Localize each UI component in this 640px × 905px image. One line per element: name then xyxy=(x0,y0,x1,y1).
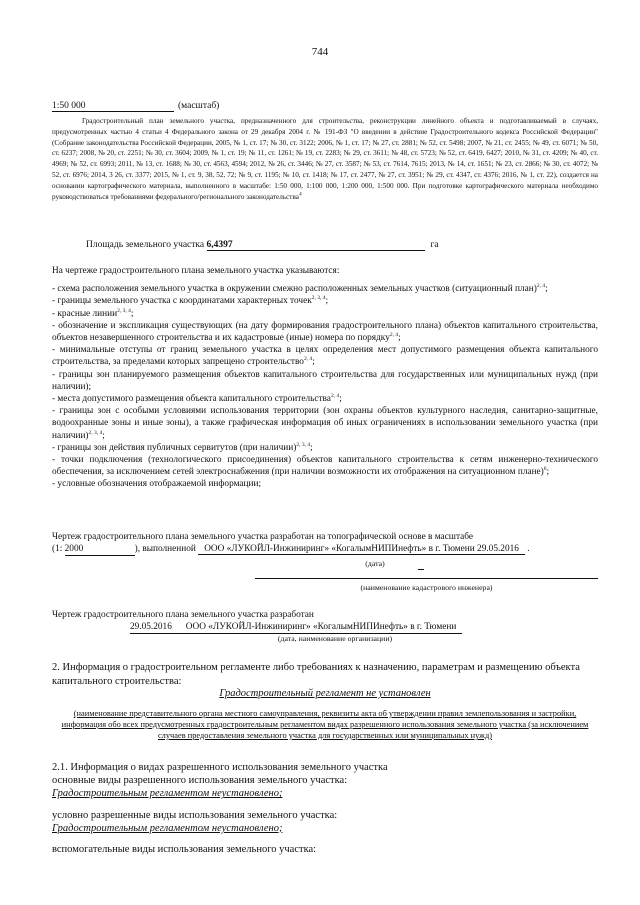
list-item: - схема расположения земельного участка в окружении смежно расположенных земельных участков (ситуационный план)$^{2, 4}$; xyxy=(52,283,548,295)
section-2 xyxy=(52,661,598,688)
area-label: Площадь земельного участка xyxy=(86,240,205,250)
topographic-basis xyxy=(52,531,598,556)
drawn-org: ООО «ЛУКОЙЛ-Инжиниринг» «КогалымНИПИнефть» в г. Тюмени xyxy=(185,622,457,633)
section-2-1 xyxy=(52,761,598,856)
page-number: 744 xyxy=(311,46,329,58)
engineer-signature-line xyxy=(255,578,598,579)
list-item: - границы зон действия публичных сервитутов (при наличии)$^{2, 3, 4}$; xyxy=(52,441,313,453)
scale-label: (масштаб) xyxy=(178,101,220,111)
conditional-use-value: Градостроительным регламентом неустановлено; xyxy=(52,822,283,834)
drawn-date: 29.05.2016 xyxy=(130,622,172,633)
caption-date: (дата) xyxy=(365,559,385,568)
list-item: - границы зон планируемого размещения объектов капитального строительства для государственных или муниципальных нужд (при наличии); xyxy=(52,369,598,392)
conditional-use-label: условно разрешенные виды использования земельного участка: xyxy=(52,809,338,821)
section-2-1-heading: 2.1. Информация о видах разрешенного использования земельного участка xyxy=(52,762,388,773)
list-item: - красные линии$^{2, 3, 4}$; xyxy=(52,307,134,319)
scale-note-sup: 4 xyxy=(298,191,302,198)
scale-value: 1:50 000 xyxy=(52,101,174,112)
scale-line xyxy=(52,101,219,112)
basic-use-label: основные виды разрешенного использования земельного участка: xyxy=(52,775,348,787)
list-item: - места допустимого размещения объекта капитального строительства$^{2, 4}$; xyxy=(52,392,342,405)
list-item: - минимальные отступы от границ земельного участка в целях определения мест допустимого размещения объекта капитального строительства, за пределами которых запрещено строительство$^{2, 4}$; xyxy=(52,345,598,368)
list-intro: На чертеже градостроительного плана земельного участка указываются: xyxy=(52,266,340,276)
topo-line2: (1: 2000 ), выполненной ООО «ЛУКОЙЛ-Инжиниринг» «КогалымНИПИнефть» в г. Тюмени 29.05.2016 . xyxy=(52,543,598,556)
drawing-contents-list xyxy=(52,265,598,491)
dash-mark xyxy=(418,569,424,570)
list-item: - точки подключения (технологического присоединения) объектов капитального строительства к сетям инженерно-технического обеспечения, за исключением сетей электроснабжения (при наличии возможности их отображения на ситуационном плане)$^6$; xyxy=(52,455,598,478)
area-value: 6,4397 xyxy=(207,240,425,251)
list-item: - границы зон с особыми условиями использования территории (зон охраны объектов культурного наследия, санитарно-защитные, водоохранные зоны и иные зоны), а также графическая информация об иных ограничениях в использовании земельного участка (при наличии)$^{2, 3, 4}$; xyxy=(52,406,598,441)
regulation-status: Градостроительный регламент не установлен xyxy=(219,688,431,699)
area-unit: га xyxy=(430,240,439,250)
scale-note-text: Градостроительный план земельного участка, предназначенного для строительства, реконструкции линейного объекта и подготавливаемый в случаях, предусмотренных частью 4 статьи 4 Федерального закона от 29 декабря 2004 г. № 191-ФЗ "О введении в действие Градостроительного кодекса Российской Федерации" (Собрание законодательства Российской Федерации, 2005, № 1, ст. 17; № 30, ст. 3122; 2006, № 1, ст. 17; № 27, ст. 2881; № 52, ст. 5498; 2007, № 21, ст. 2455; № 49, ст. 6071; № 50, ст. 6237; 2008, № 20, ст. 2251; № 30, ст. 3604; 2009, № 1, ст. 19; № 11, ст. 1261; № 19, ст. 2283; № 29, ст. 3611; № 48, ст. 5723; № 52, ст. 6419, 6427; 2010, № 31, ст. 4209; № 40, ст. 4969; № 52, ст. 6993; 2011, № 13, ст. 1688; № 30, ст. 4563, 4594; 2012, № 26, ст. 3446; № 27, ст. 3587; № 53, ст. 7614, 7615; 2013, № 14, ст. 1651; № 23, ст. 2866; № 30, ст. 4072; № 52, ст. 6976; 2014, 3 26, ст. 3377; 2015, № 1, ст. 9, 38, 52, 72; № 9, ст. 1195; № 10, ст. 1418; № 17, ст. 2477, № 27, ст. 3951; № 29, ст. 4347, ст. 4376; 2016, № 1, ст. 22), создается на основании картографического материала, выполненного в масштабе: 1:50 000, 1:100 000, 1:200 000, 1:500 000. При подготовке картографического материала необходимо руководствоваться требованиями федерального/регионального законодательства xyxy=(52,117,598,201)
section-2-heading: 2. Информация о градостроительном регламенте либо требованиях к назначению, параметрам и размещению объекта капитального строительства: xyxy=(52,662,580,687)
topo-organization: ООО «ЛУКОЙЛ-Инжиниринг» «КогалымНИПИнефть» в г. Тюмени 29.05.2016 xyxy=(198,544,525,555)
scale-note xyxy=(52,116,598,202)
authority-note: (наименование представительного органа местного самоуправления, реквизиты акта об утверждении правил землепользования и застройки, информация обо всех предусмотренных градостроительным регламентом видах разрешенного использования земельного участка (за исключением случаев предоставления земельного участка для государственных или муниципальных нужд) xyxy=(61,709,589,740)
topo-scale-value: 2000 xyxy=(65,543,135,556)
auxiliary-use-label: вспомогательные виды использования земельного участка: xyxy=(52,844,317,856)
drawn-line1: Чертеж градостроительного плана земельного участка разработан xyxy=(52,610,314,620)
list-item: - границы земельного участка с координатами характерных точек$^{2, 3, 4}$; xyxy=(52,295,329,307)
caption-engineer: (наименование кадастрового инженера) xyxy=(360,583,493,592)
drawn-by xyxy=(52,609,598,634)
topo-line1: Чертеж градостроительного плана земельного участка разработан на топографической основе в масштабе xyxy=(52,532,474,542)
drawn-date-org xyxy=(130,621,462,634)
list-item: - обозначение и экспликация существующих (на дату формирования градостроительного плана) объектов капитального строительства, объектов незавершенного строительства и их кадастровые (иные) номера по порядку$^{2, 4}$; xyxy=(52,320,598,344)
caption-date-org: (дата, наименование организации) xyxy=(277,634,393,643)
list-item: - условные обозначения отображаемой информации; xyxy=(52,479,262,490)
area-line xyxy=(86,240,439,251)
basic-use-value: Градостроительным регламентом неустановлено; xyxy=(52,788,283,800)
